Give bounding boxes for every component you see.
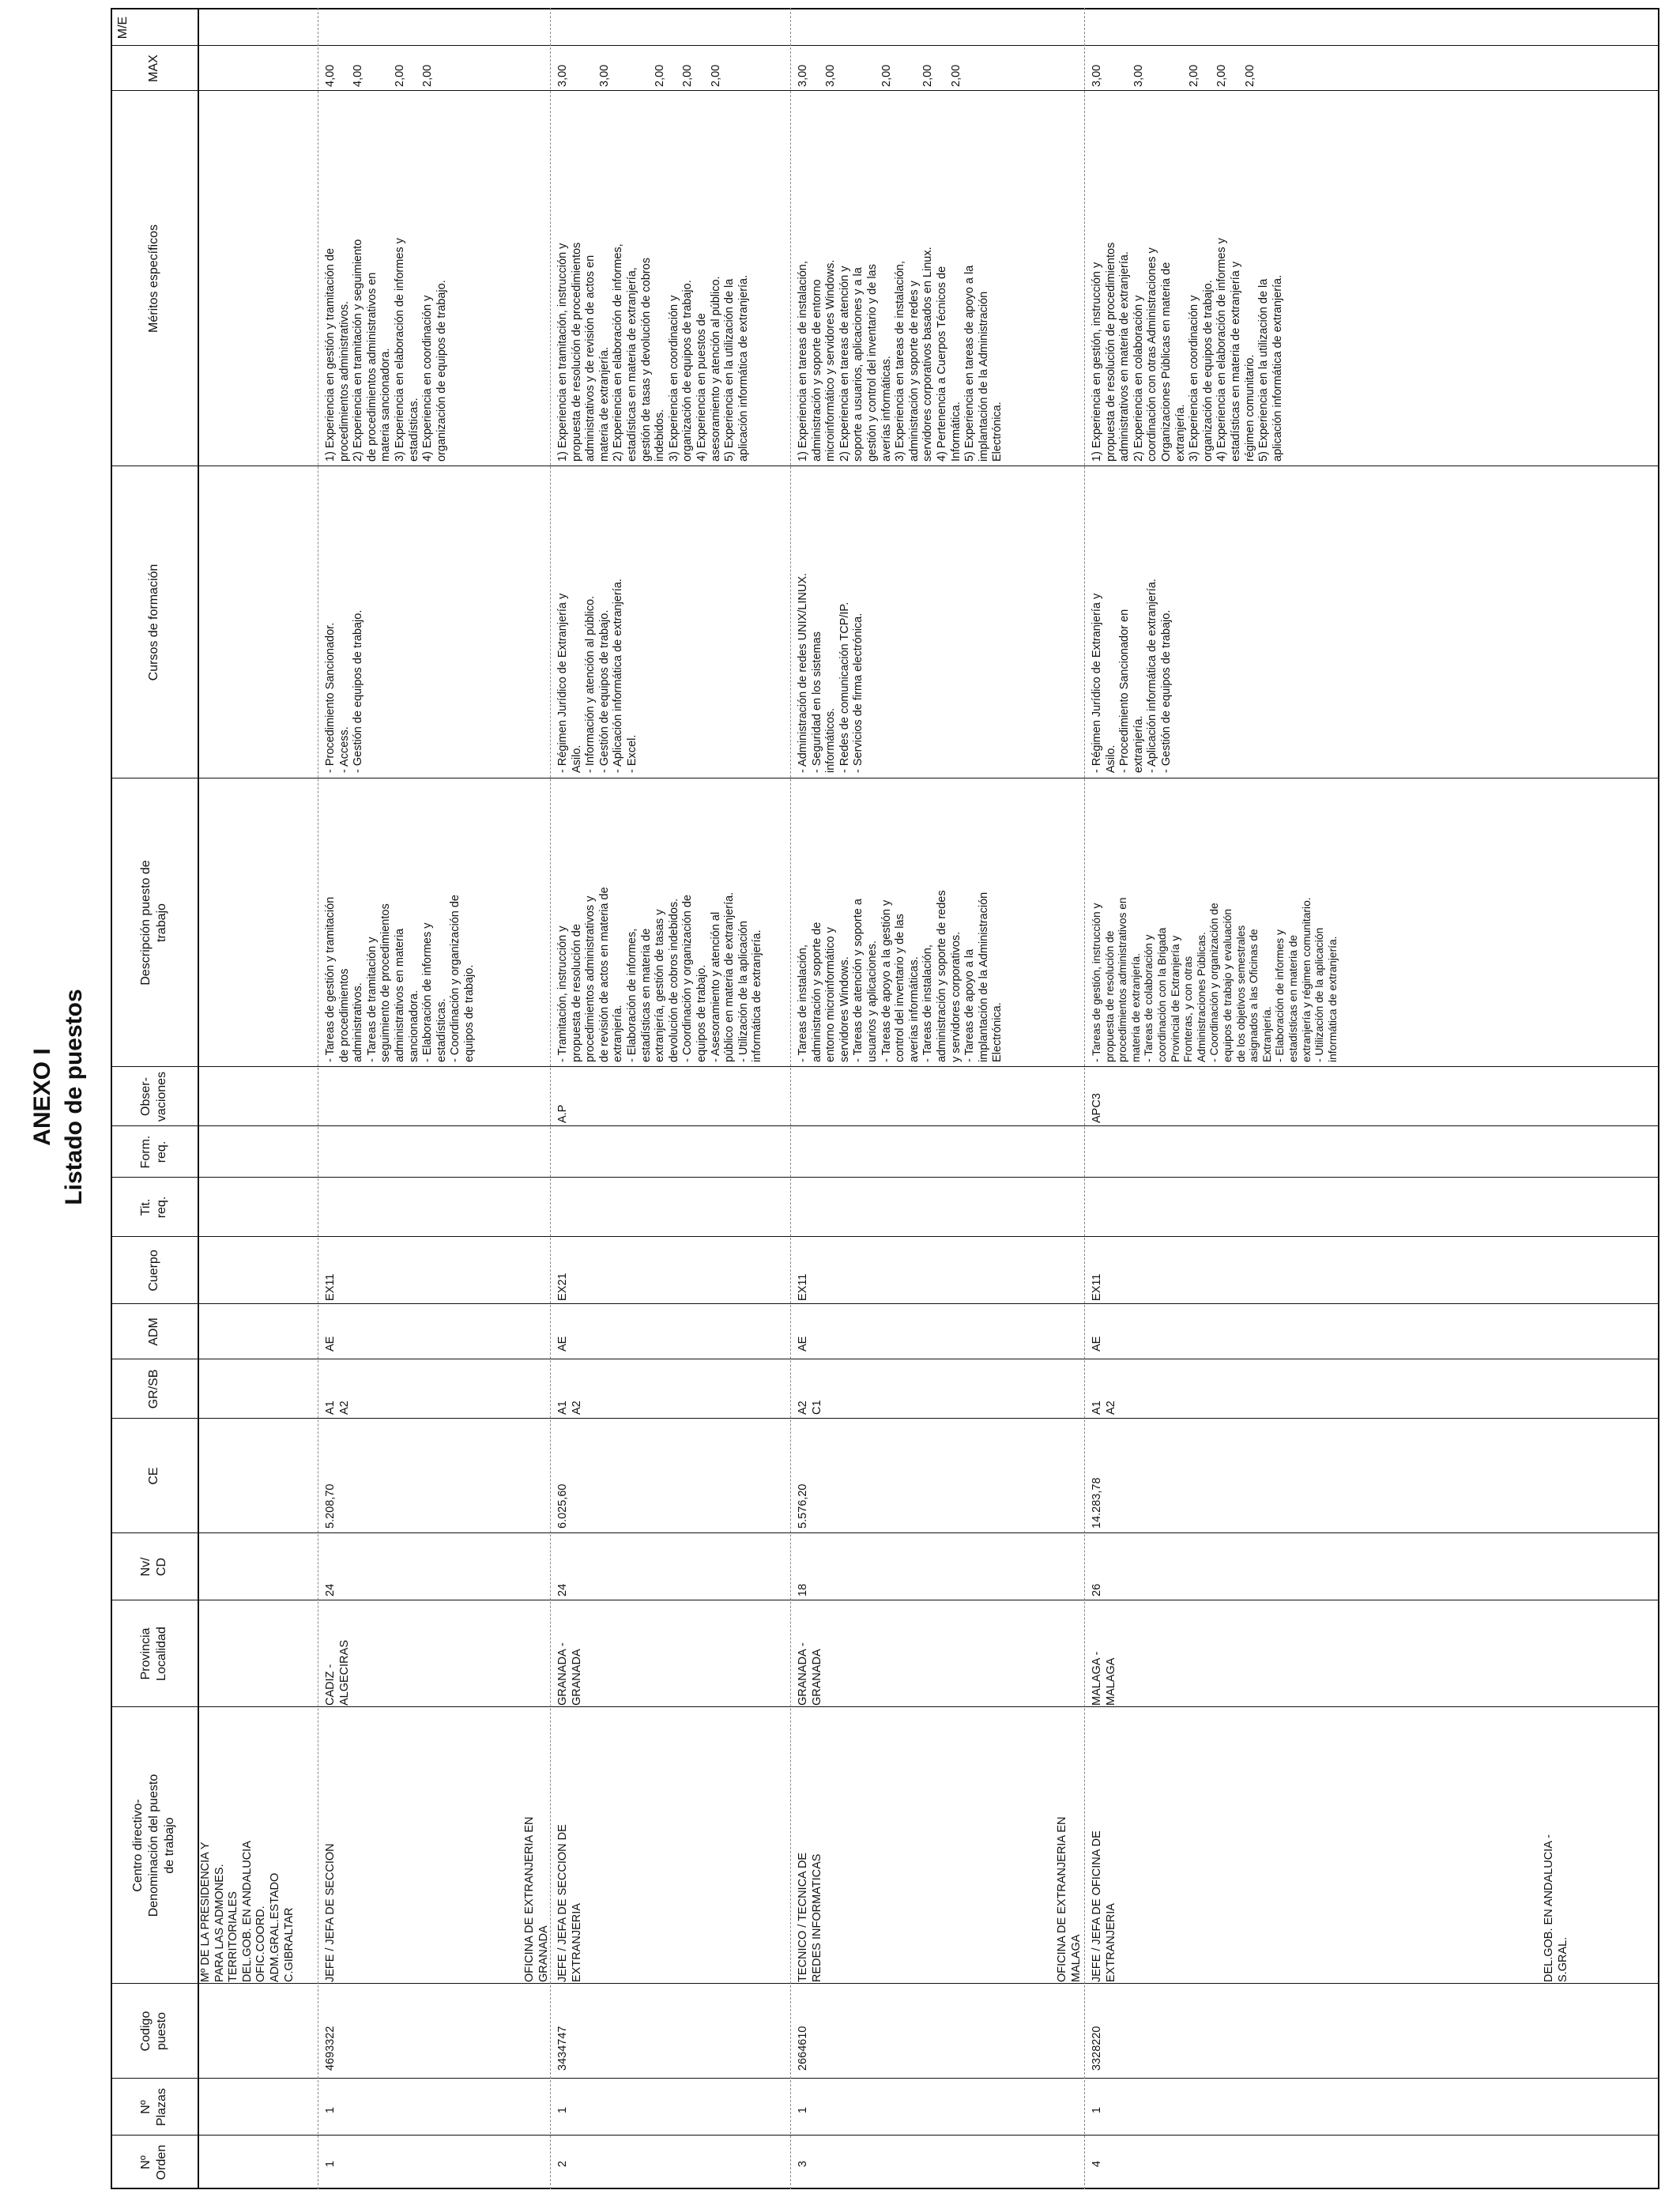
row-2-nivel: 24 (556, 1583, 569, 1596)
row-1-descripcion: - Tareas de gestión y tramitación de procedimientos administrativos. - Tareas de tramitación y seguimiento de procedimientos administrativos en materia sancionadora. - Elaboración de informes y estadísticas. - Coordinación y organización de equipos de trabajo. (324, 895, 476, 1062)
row-1-nivel: 24 (324, 1583, 337, 1596)
row-3-puesto: TECNICO / TECNICA DE REDES INFORMATICAS (797, 1852, 823, 1982)
column-divider (111, 90, 1659, 91)
header-me: M/E (116, 16, 130, 40)
row-divider (790, 8, 791, 2189)
header-centro: Centro directivo- Denominación del puesto de trabajo (131, 1774, 176, 1917)
row-4-codigo: 3328220 (1090, 2026, 1103, 2071)
header-titulacion: Tit. req. (139, 1196, 168, 1219)
row-1-provincia: CADIZ - ALGECIRAS (324, 1640, 351, 1706)
row-2-observaciones: A.P (556, 1104, 569, 1123)
row-1-max: 4,00 4,00 2,00 2,00 (324, 64, 435, 87)
header-grupo: GR/SB (147, 1369, 160, 1409)
document-title: ANEXO I (29, 1048, 55, 1146)
header-nivel: Nv/ CD (139, 1557, 168, 1577)
column-divider (111, 1236, 1659, 1237)
header-observaciones: Obser- vaciones (139, 1071, 168, 1122)
column-divider (111, 2078, 1659, 2079)
row-3-descripcion: - Tareas de instalación, administración y soporte de entorno microinformático y servidores Windows. - Tareas de atención y soporte a usuarios y aplicaciones. - Tareas de apoyo a la gestión y control del inventario y de las averías informáticas. - Tareas de instalación, administración y soporte de redes y servidores corporativos. - Tareas de apoyo a la implantación de la Administración Electrónica. (797, 890, 1004, 1062)
header-descripcion: Descripción puesto de trabajo (139, 860, 168, 986)
column-divider (111, 1532, 1659, 1533)
row-1-adm: AE (324, 1336, 337, 1351)
header-adm: ADM (147, 1318, 160, 1346)
column-divider (111, 1066, 1659, 1067)
row-4-office-header: OFICINA DE EXTRANJERIA EN MALAGA (1056, 1816, 1083, 1982)
column-divider (111, 1418, 1659, 1419)
row-2-meritos: 1) Experiencia en tramitación, instrucción y propuesta de resolución de procedimientos administrativos y de revisión de actos en materia de extranjería. 2) Experiencia en elaboración de informes, estadísticas en materia de extranjería, gestión de tasas y devolución de cobros indebidos. 3) Experiencia en coordinación y organización de equipos de trabajo. 4) Experiencia en puestos de asesoramiento y atención al público. 5) Experiencia en la utilización de la aplicación informática de extranjería. (556, 242, 750, 462)
ministry-block: Mº DE LA PRESIDENCIA Y PARA LAS ADMONES. TERRITORIALES DEL.GOB. EN ANDALUCIA OFIC.COORD. ADM.GRAL.ESTADO C.GIBRALTAR (199, 1841, 296, 1982)
row-2-cuerpo: EX21 (556, 1272, 569, 1301)
row-2-descripcion: - Tramitación, instrucción y propuesta de resolución de procedimientos administrativos y de revisión de actos en materia de extranjería. - Elaboración de informes, estadísticas en materia de extranjería, gestión de tasas y devolución de cobros indebidos. - Coordinación y organización de equipos de trabajo. - Asesoramiento y atención al público en materia de extranjería. - Utilización de la aplicación informática de extranjería. (556, 887, 764, 1062)
row-1-orden: 1 (324, 2160, 337, 2167)
row-2-plazas: 1 (556, 2106, 569, 2113)
row-4-cursos: - Régimen Jurídico de Extranjería y Asilo. - Procedimiento Sancionador en extranjería. - Aplicación informática de extranjería. - Gestión de equipos de trabajo. (1090, 579, 1173, 773)
header-orden: Nº Orden (139, 2144, 168, 2181)
row-4-provincia: MALAGA - MALAGA (1090, 1651, 1117, 1706)
row-4-grupo: A1 A2 (1090, 1400, 1117, 1415)
document-subtitle: Listado de puestos (61, 989, 87, 1205)
row-2-puesto: JEFE / JEFA DE SECCION DE EXTRANJERIA (556, 1824, 583, 1982)
row-4-descripcion: - Tareas de gestión, instrucción y propuesta de resolución de procedimientos administrativos en materia de extranjería. - Tareas de colaboración y coordinación con la Brigada Provincial de Extranjería y Fronteras, y con otras Administraciones Públicas. - Coordinación y organización de equipos de trabajo y evaluación de los objetivos semestrales asignados a las Oficinas de Extranjería. - Elaboración de informes y estadísticas en materia de extranjería y régimen comunitario. - Utilización de la aplicación informática de extranjería. (1090, 897, 1339, 1062)
row-divider (1084, 8, 1085, 2189)
header-provincia: Provincia Localidad (139, 1627, 168, 1681)
row-3-plazas: 1 (797, 2106, 809, 2113)
row-1-grupo: A1 A2 (324, 1400, 351, 1415)
row-2-codigo: 3434747 (556, 2026, 569, 2071)
positions-table (111, 8, 1659, 2189)
row-1-codigo: 4693322 (324, 2026, 337, 2071)
row-3-orden: 3 (797, 2160, 809, 2167)
row-3-provincia: GRANADA - GRANADA (797, 1642, 823, 1706)
table-border-bottom (1658, 8, 1659, 2189)
header-codigo: Codigo puesto (139, 2011, 168, 2052)
column-divider (111, 1303, 1659, 1304)
row-2-ce: 6.025,60 (556, 1483, 569, 1529)
column-divider (111, 1983, 1659, 1984)
row-3-nivel: 18 (797, 1583, 809, 1596)
table-border-left (111, 2188, 1659, 2189)
row-3-adm: AE (797, 1336, 809, 1351)
header-cuerpo: Cuerpo (147, 1250, 160, 1291)
column-divider (111, 1177, 1659, 1178)
header-plazas: Nº Plazas (139, 2087, 168, 2127)
row-4-cuerpo: EX11 (1090, 1273, 1103, 1301)
row-3-ce: 5.576,20 (797, 1483, 809, 1529)
row-2-grupo: A1 A2 (556, 1400, 583, 1415)
row-2-office-header: OFICINA DE EXTRANJERIA EN GRANADA (523, 1816, 550, 1982)
row-4-nivel: 26 (1090, 1583, 1103, 1596)
row-3-cuerpo: EX11 (797, 1273, 809, 1301)
column-divider (111, 2135, 1659, 2136)
row-2-provincia: GRANADA - GRANADA (556, 1642, 583, 1706)
row-4-ce: 14.283,78 (1090, 1477, 1103, 1529)
column-divider (111, 45, 1659, 46)
row-3-codigo: 2664610 (797, 2026, 809, 2071)
row-2-adm: AE (556, 1336, 569, 1351)
row-3-cursos: - Administración de redes UNIX/LINUX. - Seguridad en los sistemas informáticos. - Redes de comunicación TCP/IP. - Servicios de firma electrónica. (797, 572, 865, 773)
row-2-max: 3,00 3,00 2,00 2,00 2,00 (556, 64, 722, 87)
column-divider (111, 1125, 1659, 1126)
header-formacion: Form. req. (139, 1135, 168, 1169)
row-1-plazas: 1 (324, 2106, 337, 2113)
header-max: MAX (147, 55, 160, 82)
row-1-ce: 5.208,70 (324, 1483, 337, 1529)
row-1-cuerpo: EX11 (324, 1273, 337, 1301)
row-4-meritos: 1) Experiencia en gestión, instrucción y propuesta de resolución de procedimientos administrativos en materia de extranjería. 2) Experiencia en colaboración y coordinación con otras Administraciones y Organizaciones Públicas en materia de extranjería. 3) Experiencia en coordinación y organización de equipos de trabajo. 4) Experiencia en elaboración de informes y estadísticas en materia de extranjería y régimen comunitario. 5) Experiencia en la utilización de la aplicación informática de extranjería. (1090, 238, 1284, 462)
row-2-cursos: - Régimen Jurídico de Extranjería y Asilo. - Información y atención al público. - Gestión de equipos de trabajo. - Aplicación informática de extranjería. - Excel. (556, 579, 638, 773)
row-1-puesto: JEFE / JEFA DE SECCION (324, 1843, 337, 1982)
row-3-meritos: 1) Experiencia en tareas de instalación, administración y soporte de entorno microinformático y servidores Windows. 2) Experiencia en tareas de atención y soporte a usuarios, aplicaciones y a la gestión y control del inventario y de las averías informáticas. 3) Experiencia en tareas de instalación, administración y soporte de redes y servidores corporativos basados en Linux. 4) Pertenencia a Cuerpos Técnicos de Informática. 5) Experiencia en tareas de apoyo a la implantación de la Administración Electrónica. (797, 247, 1004, 462)
header-meritos: Méritos específicos (147, 224, 160, 333)
header-ce: CE (147, 1467, 160, 1485)
row-4-max: 3,00 3,00 2,00 2,00 2,00 (1090, 64, 1256, 87)
header-cursos: Cursos de formación (147, 564, 160, 681)
column-divider (111, 1706, 1659, 1707)
row-3-grupo: A2 C1 (797, 1400, 823, 1415)
row-4-plazas: 1 (1090, 2106, 1103, 2113)
row-4-adm: AE (1090, 1336, 1103, 1351)
row-4-puesto: JEFE / JEFA DE OFICINA DE EXTRANJERIA (1090, 1830, 1117, 1982)
row-4-orden: 4 (1090, 2160, 1103, 2167)
footer-block: DEL.GOB. EN ANDALUCIA - S.GRAL. (1543, 1834, 1569, 1982)
row-1-cursos: - Procedimiento Sancionador. - Access. - Gestión de equipos de trabajo. (324, 609, 365, 773)
row-4-observaciones: APC3 (1090, 1093, 1103, 1123)
row-1-meritos: 1) Experiencia en gestión y tramitación de procedimientos administrativos. 2) Experiencia en tramitación y seguimiento de procedimientos administrativos en materia sancionadora. 3) Experiencia en elaboración de informes y estadísticas. 4) Experiencia en coordinación y organización de equipos de trabajo. (324, 238, 448, 462)
table-border-right (111, 8, 1659, 9)
row-2-orden: 2 (556, 2160, 569, 2167)
row-3-max: 3,00 3,00 2,00 2,00 2,00 (797, 64, 962, 87)
